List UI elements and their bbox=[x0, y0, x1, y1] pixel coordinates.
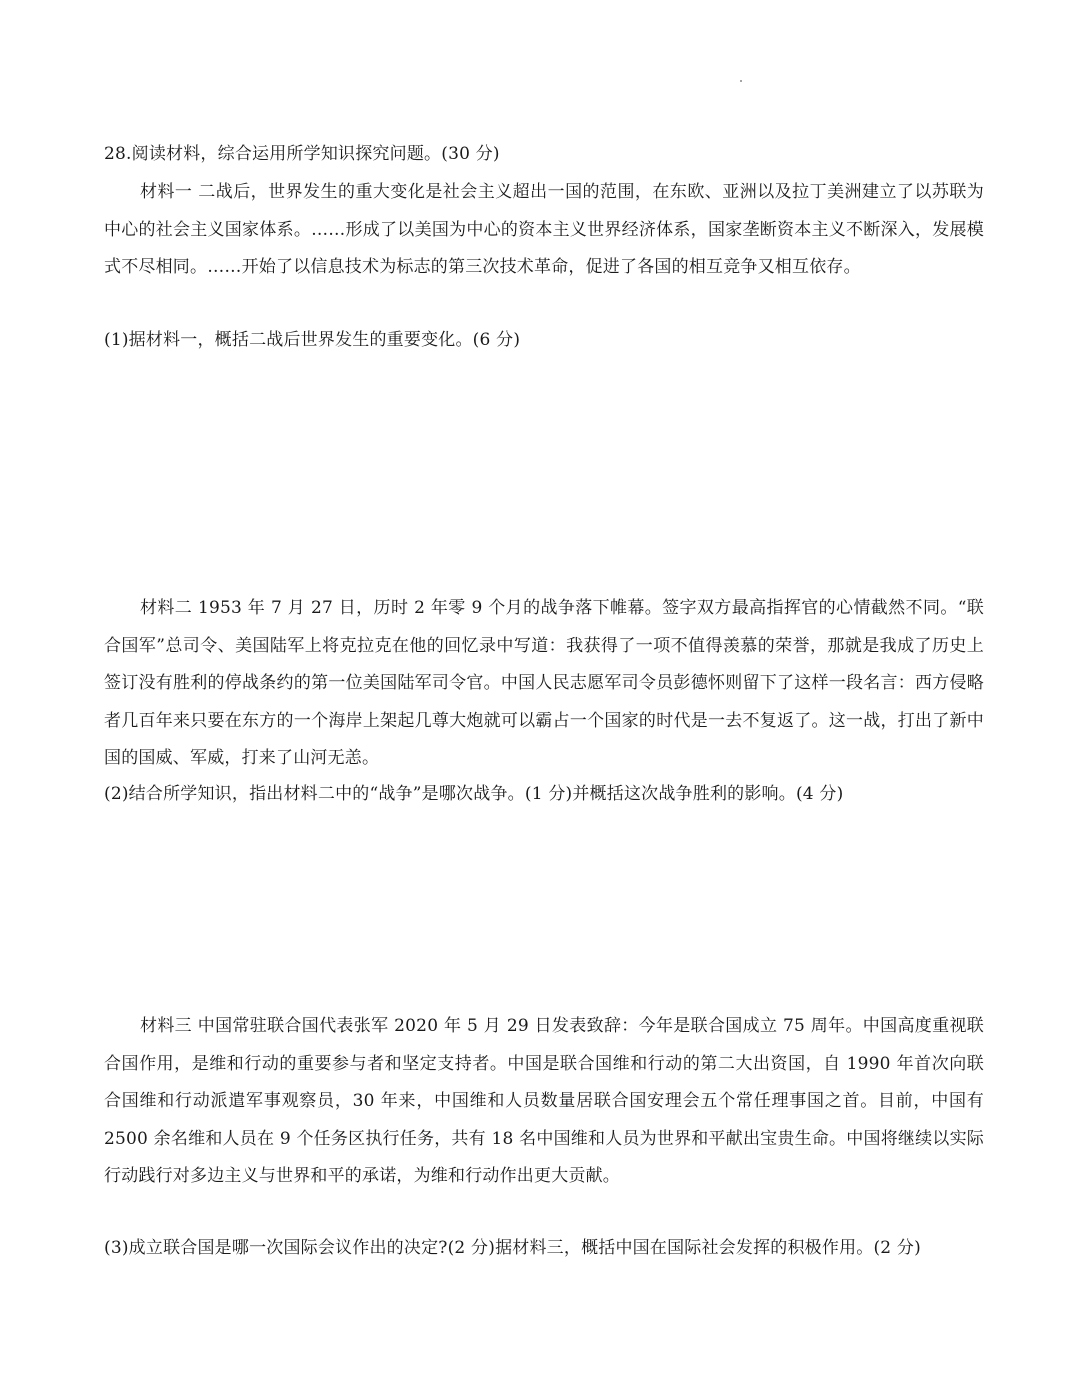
material-three-text: 材料三 中国常驻联合国代表张军 2020 年 5 月 29 日发表致辞：今年是联合国成立 75 周年。中国高度重视联合国作用，是维和行动的重要参与者和坚定支持者。中国是联合国维和行动的第二大出资国，自 1990 年首次向联合国维和行动派遣军事观察员，30 年来，中国维和人员数量居联合国安理会五个常任理事国之首。目前，中国有 2500 余名维和人员在 9 个任务区执行任务，共有 18 名中国维和人员为世界和平献出宝贵生命。中国将继续以实际行动践行对多边主义与世界和平的承诺，为维和行动作出更大贡献。 bbox=[104, 1016, 984, 1186]
sub-question-one-text: (1)据材料一，概括二战后世界发生的重要变化。(6 分) bbox=[104, 330, 521, 350]
question-title bbox=[104, 136, 984, 174]
material-two-text: 材料二 1953 年 7 月 27 日，历时 2 年零 9 个月的战争落下帷幕。签字双方最高指挥官的心情截然不同。“联合国军”总司令、美国陆军上将克拉克在他的回忆录中写道：我获得了一项不值得羡慕的荣誉，那就是我成了历史上签订没有胜利的停战条约的第一位美国陆军司令官。中国人民志愿军司令员彭德怀则留下了这样一段名言：西方侵略者几百年来只要在东方的一个海岸上架起几尊大炮就可以霸占一个国家的时代是一去不复返了。这一战，打出了新中国的国威、军威，打来了山河无恙。 bbox=[104, 598, 984, 768]
sub-question-three bbox=[104, 1230, 984, 1268]
material-three bbox=[104, 1008, 984, 1196]
material-one bbox=[104, 174, 984, 287]
material-two bbox=[104, 590, 984, 778]
sub-question-two bbox=[104, 776, 984, 814]
sub-question-three-text: (3)成立联合国是哪一次国际会议作出的决定?(2 分)据材料三，概括中国在国际社会发挥的积极作用。(2 分) bbox=[104, 1238, 921, 1258]
sub-question-one bbox=[104, 322, 984, 360]
question-title-text: 28.阅读材料，综合运用所学知识探究问题。(30 分) bbox=[104, 144, 500, 164]
scan-speck bbox=[740, 80, 742, 82]
material-one-text: 材料一 二战后，世界发生的重大变化是社会主义超出一国的范围，在东欧、亚洲以及拉丁美洲建立了以苏联为中心的社会主义国家体系。……形成了以美国为中心的资本主义世界经济体系，国家垄断资本主义不断深入，发展模式不尽相同。……开始了以信息技术为标志的第三次技术革命，促进了各国的相互竞争又相互依存。 bbox=[104, 182, 984, 277]
sub-question-two-text: (2)结合所学知识，指出材料二中的“战争”是哪次战争。(1 分)并概括这次战争胜利的影响。(4 分) bbox=[104, 784, 844, 804]
